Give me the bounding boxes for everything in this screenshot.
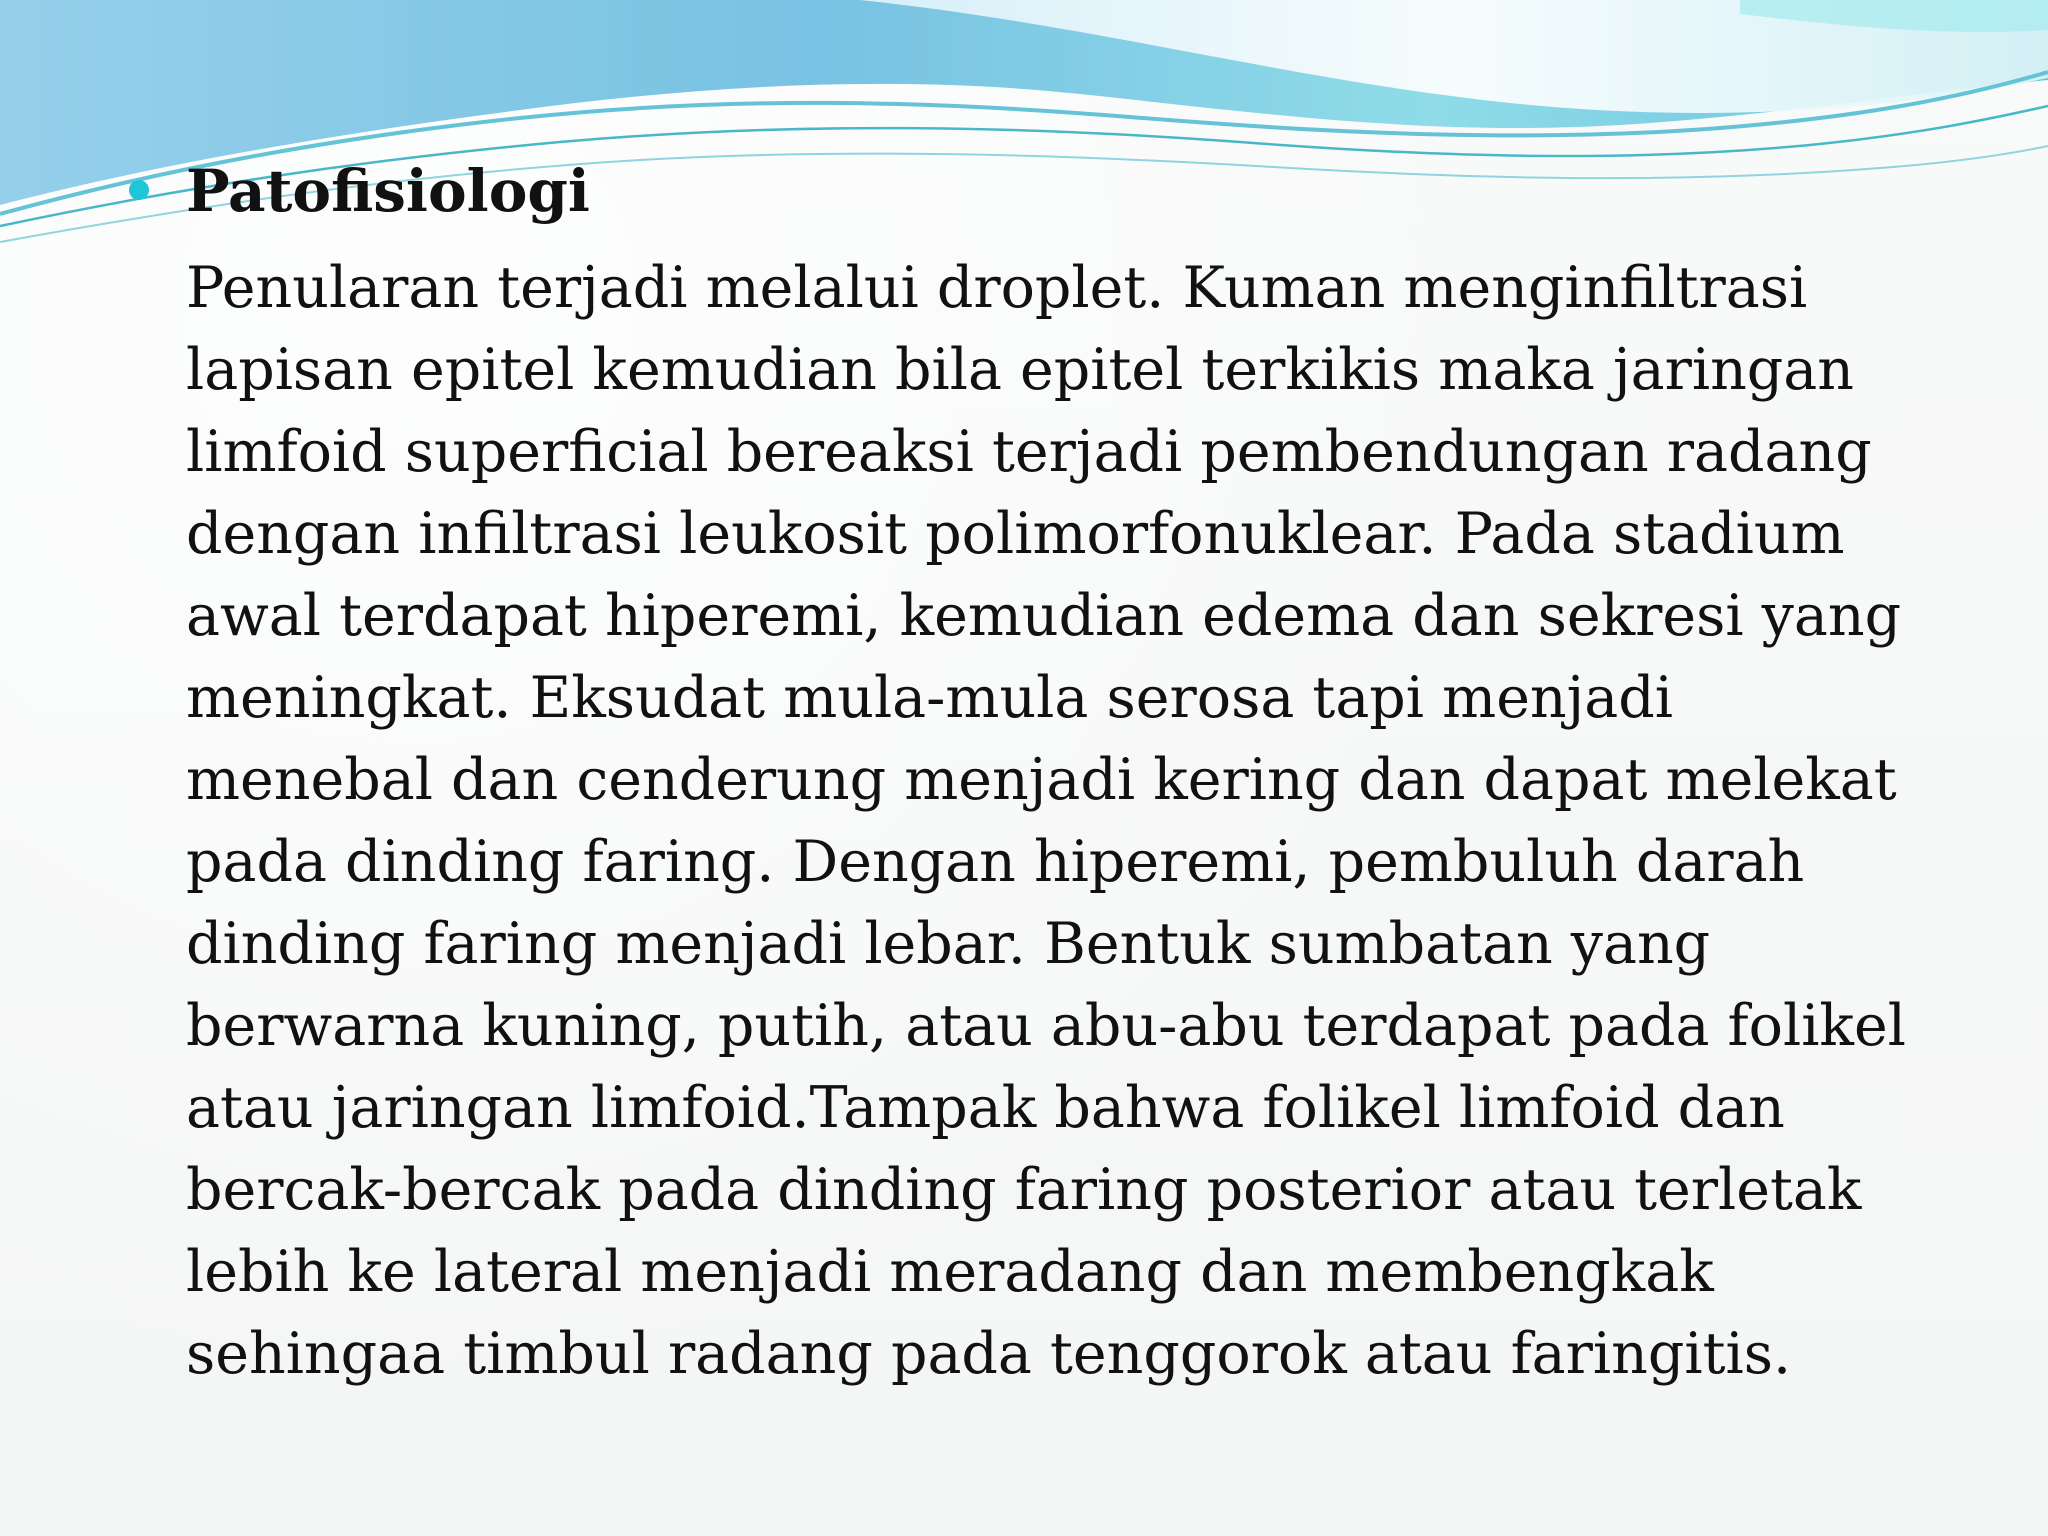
slide-heading: Patofisiologi — [186, 157, 590, 225]
body-line-11: atau jaringan limfoid.Tampak bahwa folikel limfoid dan — [186, 1075, 1785, 1141]
body-line-8: pada dinding faring. Dengan hiperemi, pembuluh darah — [186, 829, 1805, 895]
body-line-7: menebal dan cenderung menjadi kering dan dapat melekat — [186, 747, 1897, 813]
body-line-13: lebih ke lateral menjadi meradang dan membengkak — [186, 1239, 1714, 1305]
body-line-12: bercak-bercak pada dinding faring posterior atau terletak — [186, 1157, 1862, 1223]
body-paragraph — [186, 247, 1956, 1395]
body-line-6: meningkat. Eksudat mula-mula serosa tapi menjadi — [186, 665, 1674, 731]
body-line-2: lapisan epitel kemudian bila epitel terkikis maka jaringan — [186, 337, 1854, 403]
body-line-1: Penularan terjadi melalui droplet. Kuman menginfiltrasi — [186, 255, 1808, 321]
body-line-4: dengan infiltrasi leukosit polimorfonuklear. Pada stadium — [186, 501, 1845, 567]
body-line-9: dinding faring menjadi lebar. Bentuk sumbatan yang — [186, 911, 1711, 977]
body-line-14: sehingaa timbul radang pada tenggorok atau faringitis. — [186, 1321, 1792, 1387]
body-line-5: awal terdapat hiperemi, kemudian edema dan sekresi yang — [186, 583, 1902, 649]
body-line-3: limfoid superficial bereaksi terjadi pembendungan radang — [186, 419, 1872, 485]
body-line-10: berwarna kuning, putih, atau abu-abu terdapat pada folikel — [186, 993, 1906, 1059]
bullet-icon — [129, 180, 149, 200]
